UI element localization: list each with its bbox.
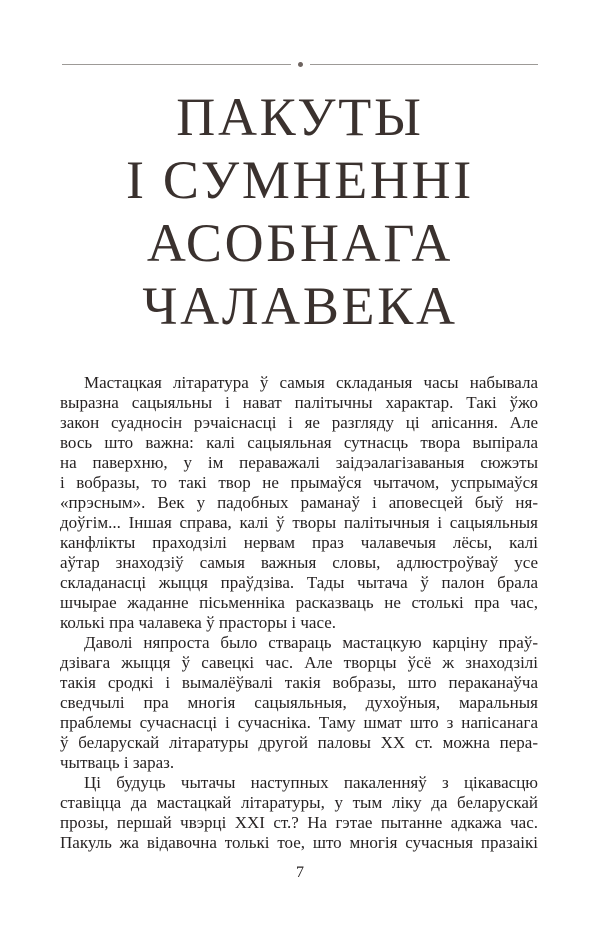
rule-segment-left: [62, 64, 291, 66]
body-text-line: доўгім... Іншая справа, калі ў творы палітычныя і сацыяльныя: [60, 513, 538, 532]
body-text-line: такія сродкі і вымалёўвалі такія вобразы, што пераканаўча: [60, 673, 538, 692]
body-text-line: Мастацкая літаратура ў самыя складаныя часы набывала: [84, 373, 538, 392]
body-text-line: чытваць і зараз.: [60, 753, 175, 772]
body-text-line: і вобразы, то такі твор не прымаўся чытачом, успрымаўся: [60, 473, 538, 492]
body-text-line: Пакуль жа відавочна толькі тое, што многія сучасныя празаікі: [60, 833, 538, 852]
paragraph: [60, 373, 538, 633]
body-text-line: прозы, першай чвэрці XXI ст.? На гэтае пытанне адкажа час.: [60, 813, 538, 832]
chapter-title-line: І СУМНЕННІ: [126, 150, 474, 210]
body-text-line: шчырае жаданне пісьменніка расказваць не столькі пра час,: [60, 593, 538, 612]
rule-segment-right: [310, 64, 539, 66]
body-text-line: праблемы сучаснасці і сучасніка. Таму шмат што з напісанага: [60, 713, 538, 732]
chapter-title-line: ПАКУТЫ: [176, 87, 424, 147]
chapter-title-line: ЧАЛАВЕКА: [142, 276, 458, 336]
body-text-line: складанасці жыцця праўдзіва. Тады чытача ў палон брала: [60, 573, 538, 592]
body-text-line: аўтар знаходзіў самыя важныя словы, адлюстроўваў усе: [60, 553, 538, 572]
paragraph: [60, 773, 538, 853]
body-text-line: ставіцца да мастацкай літаратуры, у тым ліку да беларускай: [60, 793, 538, 812]
body-text-line: Ці будуць чытачы наступных пакаленняў з цікавасцю: [84, 773, 538, 792]
body-text-line: колькі пра чалавека ў прасторы і часе.: [60, 613, 337, 632]
body-text-line: ў беларускай літаратуры другой паловы XX ст. можна пера-: [60, 733, 538, 752]
paragraph: [60, 633, 538, 773]
chapter-title-line: АСОБНАГА: [146, 213, 454, 273]
body-text-line: «прэсным». Век у падобных раманаў і аповесцей быў ня-: [60, 493, 538, 512]
body-text-line: вось што важна: калі сацыяльная сутнасць твора выпірала: [60, 433, 538, 452]
body-text: [60, 373, 538, 853]
chapter-title: [0, 86, 600, 338]
body-text-line: выразна сацыяльны і нават палітычны характар. Такі ўжо: [60, 393, 538, 412]
body-text-line: сведчылі пра многія сацыяльныя, духоўныя, маральныя: [60, 693, 538, 712]
body-text-line: Даволі няпроста было ствараць мастацкую карціну праў-: [84, 633, 538, 652]
body-text-line: дзівага жыцця ў савецкі час. Але творцы ўсё ж знаходзілі: [60, 653, 538, 672]
body-text-line: на паверхню, у ім пераважалі заідэалагізаваныя сюжэты: [60, 453, 538, 472]
body-text-line: канфлікты праходзілі нервам праз чалавечыя лёсы, калі: [60, 533, 538, 552]
body-text-line: закон суадносін рэчаіснасці і яе разгляду ці апісання. Але: [60, 413, 538, 432]
header-rule: [62, 62, 538, 67]
ornament-dot-icon: [298, 62, 303, 67]
page-number: 7: [296, 864, 304, 881]
